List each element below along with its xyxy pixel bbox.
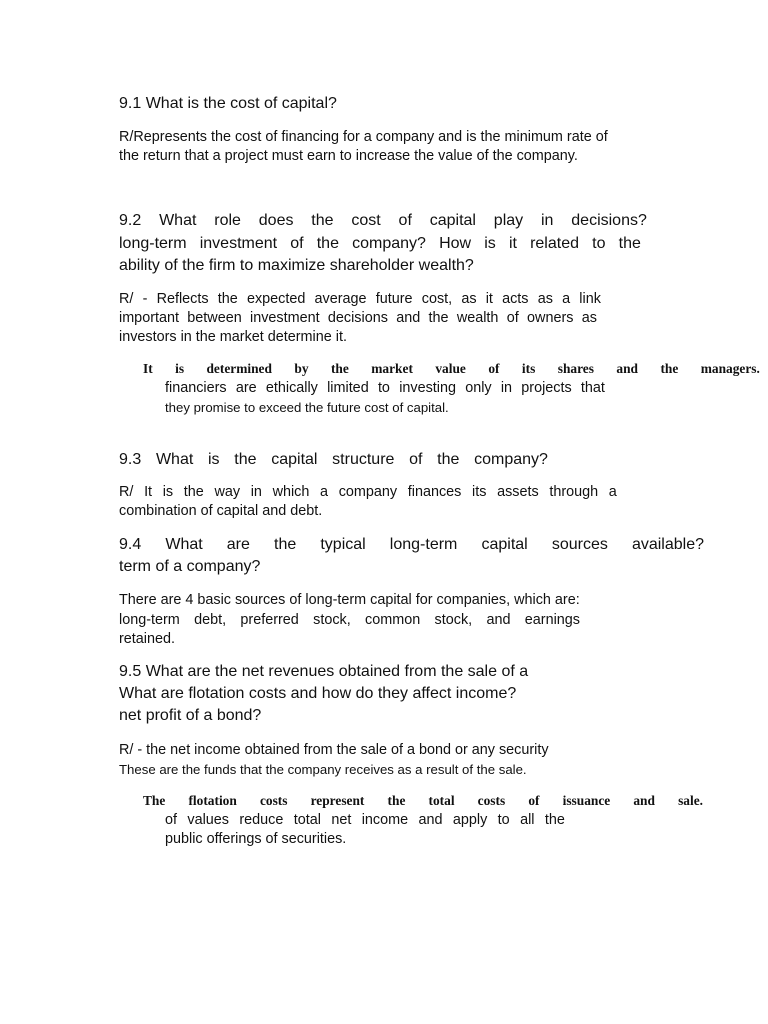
word: in	[540, 212, 554, 229]
word: role	[214, 212, 241, 229]
word: Reflects	[156, 291, 209, 307]
answer-9-3-line-2: combination of capital and debt.	[119, 503, 323, 519]
word: projects	[521, 380, 572, 396]
word: long-term	[119, 612, 180, 628]
question-9-5-title-line-2: What are flotation costs and how do they affect income?	[119, 685, 517, 702]
word: of	[488, 361, 500, 376]
answer-9-3-line-1	[119, 484, 617, 500]
word: as	[461, 291, 477, 307]
word: available?	[631, 536, 704, 553]
word: decisions	[327, 310, 388, 326]
word: the	[274, 536, 297, 553]
word: by	[294, 361, 309, 376]
word: R/	[119, 291, 134, 307]
word: the	[544, 812, 565, 828]
word: finances	[407, 484, 462, 500]
word: reduce	[239, 812, 284, 828]
word: future	[375, 291, 413, 307]
word: flotation	[188, 793, 237, 808]
word: of	[165, 812, 178, 828]
word: link	[579, 291, 601, 307]
word: does	[258, 212, 294, 229]
answer-9-1-line-2: the return that a project must earn to increase the value of the company.	[119, 148, 578, 164]
word: company?	[474, 451, 548, 468]
word: cost,	[421, 291, 453, 307]
word: net	[331, 812, 352, 828]
word: related	[530, 235, 579, 252]
question-9-5-title-line-3: net profit of a bond?	[119, 707, 262, 724]
word: its	[472, 484, 487, 500]
answer-9-2-line-1	[119, 291, 601, 307]
word: is	[175, 361, 185, 376]
word: a	[320, 484, 329, 500]
word: are	[226, 536, 250, 553]
word: the	[316, 235, 339, 252]
word: in	[250, 484, 262, 500]
word: 9.2	[119, 212, 142, 229]
word: the	[311, 212, 334, 229]
word: costs	[477, 793, 506, 808]
word: of	[506, 310, 519, 326]
word: value	[435, 361, 466, 376]
word: are	[235, 380, 257, 396]
answer-9-2-line-2	[119, 310, 597, 326]
word: expected	[246, 291, 306, 307]
word: through	[549, 484, 599, 500]
word: to	[592, 235, 606, 252]
word: only	[465, 380, 492, 396]
word: the	[183, 484, 204, 500]
word: all	[520, 812, 535, 828]
word: structure	[332, 451, 395, 468]
word: as	[581, 310, 597, 326]
answer-9-5-line-2: These are the funds that the company receives as a result of the sale.	[119, 762, 527, 777]
word: earnings	[524, 612, 580, 628]
word: between	[187, 310, 242, 326]
word: sale.	[678, 793, 703, 808]
word: income	[361, 812, 409, 828]
word: and	[486, 612, 511, 628]
word: cost	[351, 212, 381, 229]
word: sources	[551, 536, 608, 553]
word: -	[142, 291, 148, 307]
word: way	[214, 484, 241, 500]
word: total	[428, 793, 455, 808]
question-9-2-title-line-2	[119, 235, 641, 253]
word: ethically	[265, 380, 318, 396]
answer-9-1-line-1: R/Represents the cost of financing for a company and is the minimum rate of	[119, 129, 608, 145]
word: values	[187, 812, 229, 828]
word: limited	[327, 380, 369, 396]
answer-9-2-bold-line	[143, 361, 760, 377]
word: average	[314, 291, 367, 307]
answer-9-5-indent-line-2: public offerings of securities.	[165, 831, 347, 847]
answer-9-5-indent-line-1	[165, 812, 565, 828]
word: the	[428, 310, 449, 326]
word: of	[409, 451, 423, 468]
word: to	[497, 812, 510, 828]
word: stock,	[313, 612, 351, 628]
word: which	[272, 484, 310, 500]
word: investment	[250, 310, 320, 326]
word: stock,	[434, 612, 473, 628]
word: debt,	[194, 612, 227, 628]
word: What	[165, 536, 203, 553]
word: long-term	[389, 536, 458, 553]
word: to	[377, 380, 390, 396]
word: important	[119, 310, 179, 326]
word: the	[437, 451, 460, 468]
word: and	[418, 812, 443, 828]
word: managers.	[700, 361, 760, 376]
answer-9-2-line-3: investors in the market determine it.	[119, 329, 347, 345]
answer-9-5-line-1: R/ - the net income obtained from the sale of a bond or any security	[119, 742, 549, 758]
word: and	[633, 793, 655, 808]
word: the	[234, 451, 257, 468]
word: It	[144, 484, 153, 500]
word: It	[143, 361, 153, 376]
answer-9-4-line-2	[119, 612, 580, 628]
word: of	[290, 235, 304, 252]
word: What	[159, 212, 197, 229]
word: apply	[452, 812, 488, 828]
answer-9-4-line-1: There are 4 basic sources of long-term capital for companies, which are:	[119, 592, 580, 608]
word: common	[365, 612, 421, 628]
answer-9-4-line-3: retained.	[119, 631, 176, 647]
answer-9-5-bold-line	[143, 793, 703, 809]
word: financiers	[165, 380, 227, 396]
word: determined	[206, 361, 272, 376]
word: R/	[119, 484, 134, 500]
question-9-2-title-line-3: ability of the firm to maximize shareholder wealth?	[119, 257, 474, 274]
word: long-term	[119, 235, 187, 252]
answer-9-2-indent-line-1	[165, 380, 605, 396]
word: The	[143, 793, 166, 808]
word: in	[500, 380, 513, 396]
word: capital	[429, 212, 476, 229]
word: wealth	[456, 310, 499, 326]
word: of	[528, 793, 540, 808]
word: its	[521, 361, 536, 376]
word: total	[293, 812, 321, 828]
word: shares	[557, 361, 594, 376]
word: that	[580, 380, 605, 396]
question-9-4-title-line-1	[119, 536, 704, 554]
answer-9-2-indent-line-2: they promise to exceed the future cost of capital.	[165, 400, 449, 415]
word: 9.3	[119, 451, 142, 468]
word: What	[155, 451, 194, 468]
word: investment	[199, 235, 278, 252]
word: it	[508, 235, 517, 252]
word: of	[398, 212, 412, 229]
question-9-5-title-line-1: 9.5 What are the net revenues obtained from the sale of a	[119, 663, 529, 680]
word: decisions?	[571, 212, 647, 229]
word: play	[493, 212, 524, 229]
question-9-2-title-line-1	[119, 212, 647, 230]
word: acts	[502, 291, 529, 307]
word: costs	[259, 793, 288, 808]
word: as	[537, 291, 553, 307]
question-9-4-title-line-2: term of a company?	[119, 558, 261, 575]
word: How	[439, 235, 472, 252]
word: it	[485, 291, 493, 307]
word: investing	[399, 380, 456, 396]
word: is	[162, 484, 174, 500]
word: company	[338, 484, 398, 500]
word: a	[562, 291, 571, 307]
word: the	[387, 793, 406, 808]
word: 9.4	[119, 536, 142, 553]
word: the	[217, 291, 238, 307]
word: market	[371, 361, 413, 376]
question-9-1-title: 9.1 What is the cost of capital?	[119, 95, 337, 112]
word: is	[208, 451, 220, 468]
word: and	[616, 361, 638, 376]
word: preferred	[240, 612, 299, 628]
word: capital	[271, 451, 318, 468]
word: typical	[320, 536, 366, 553]
word: is	[484, 235, 496, 252]
word: represent	[310, 793, 365, 808]
word: assets	[497, 484, 539, 500]
word: company?	[352, 235, 426, 252]
word: owners	[527, 310, 574, 326]
question-9-3-title	[119, 451, 548, 469]
word: the	[660, 361, 679, 376]
word: capital	[481, 536, 528, 553]
word: the	[330, 361, 349, 376]
word: the	[618, 235, 641, 252]
word: a	[608, 484, 617, 500]
word: issuance	[562, 793, 611, 808]
word: and	[396, 310, 421, 326]
